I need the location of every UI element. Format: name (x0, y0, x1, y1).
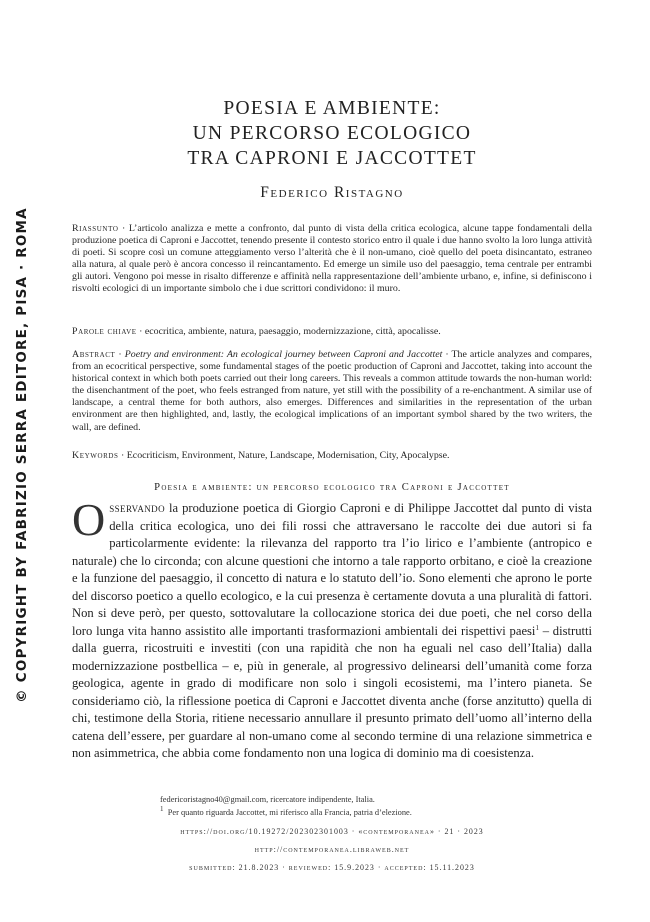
body-first-words: sservando (109, 501, 165, 515)
keywords-text: · Ecocriticism, Environment, Nature, Landscape, Modernisation, City, Apocalypse. (118, 450, 450, 461)
body-paragraph (72, 494, 592, 763)
title-line-2: UN PERCORSO ECOLOGICO (192, 123, 472, 144)
footnote-1 (160, 804, 580, 820)
parole-chiave-label: Parole chiave (72, 326, 137, 337)
side-copyright (0, 207, 44, 703)
doi-line: https://doi.org/10.19272/202302301003 · «contemporanea» · 21 · 2023 (180, 827, 484, 836)
body-text-part-1: la produzione poetica di Giorgio Caproni e di Philippe Jaccottet dal punto di vista della critica ecologica, uno dei fili rossi che attraversano le raccolte dei due autori si fa particolarmente evidente: la rilevanza del rapporto tra l’io lirico e l’ambiente (antropico e naturale) che lo circonda; con alcune questioni che intorno a tale rapporto orbitano, e cioè la creazione e la funzione del paesaggio, il concetto di natura e lo statuto dell’io. Sono elementi che aprono le porte del discorso poetico a quello ecologico, e la cui presenza è certamente dovuta a una pluralità di fattori. Non si deve però, per questo, sottovalutare la collocazione storica dei due poeti, che nel corso della loro lunga vita hanno assistito alle importanti trasformazioni ambientali dei rispettivi paesi (72, 501, 592, 638)
riassunto-label: Riassunto (72, 223, 119, 234)
parole-chiave-block (72, 326, 592, 338)
abstract-subtitle: Poetry and environment: An ecological journey between Caproni and Jaccottet (124, 349, 443, 360)
title-line-3: TRA CAPRONI E JACCOTTET (187, 148, 477, 169)
footnote-number: 1 (160, 804, 164, 813)
drop-cap: O (72, 494, 106, 545)
abstract-label: Abstract (72, 349, 116, 360)
notes-block (160, 794, 580, 819)
author-name: Federico Ristagno (260, 184, 404, 201)
riassunto-block (72, 223, 592, 296)
dates-line: submitted: 21.8.2023 · reviewed: 15.9.2023 · accepted: 15.11.2023 (189, 863, 475, 872)
url-line: http://contemporanea.libraweb.net (254, 845, 410, 854)
footnote-ref: 1 (535, 623, 539, 632)
parole-chiave-text: · ecocritica, ambiente, natura, paesaggio, modernizzazione, città, apocalisse. (136, 326, 441, 337)
copyright-text: © COPYRIGHT BY FABRIZIO SERRA EDITORE, PISA · ROMA (14, 207, 30, 703)
keywords-block (72, 450, 592, 462)
abstract-text: · The article analyzes and compares, from an ecocritical perspective, some fundamental stages of the poetic production of Caproni and Jaccottet, taking into account the historical context in which both poets carried out their long careers. This reveals a common attitude towards the non-human world: the disenchantment of the poet, who feels estranged from nature, yet still with the possibility of a re-enchantment. A similar use of landscape, a central theme for both authors, also emerges. Differences and similarities in the representation of the urban environment are then highlighted, and, lastly, the ecological implications of an important symbol shared by the two writers, the wall, are defined. (72, 349, 592, 433)
riassunto-text: · L’articolo analizza e mette a confronto, dal punto di vista della critica ecologica, alcune tappe fondamentali della produzione poetica di Caproni e Jaccottet, tenendo presente il contesto storico entro il quale i due hanno svolto la loro lunga attività di poeti. Si scopre così un comune atteggiamento verso l’alterità che è il non-umano, cioè quello del poeta disincantato, estraneo alla natura, al quale però è ancora concesso il reincantamento. Ed emerge un simile uso del paesaggio, tema centrale per entrambi gli autori. Vengono poi messe in risalto differenze e affinità nella rappresentazione dell’ambiente urbano, e, infine, si definiscono i risvolti ecologici di un importante simbolo che i due scrittori condividono: il muro. (72, 223, 592, 295)
body-text-part-2: – distrutti dalla guerra, ricostruiti e investiti (con una rapidità che non ha eguali nel caso dell’Italia) dalla modernizzazione postbellica – e, più in generale, al progressivo delinearsi dell’umanità come forza geologica, agente in grado di modificare non solo i singoli ecosistemi, ma l’intero pianeta. Se consideriamo ciò, la riflessione poetica di Caproni e Jaccottet diventa anche (forse anzitutto) quella di chi, testimone della Storia, ritiene necessario annullare il presunto primato dell’uomo all’interno della catena dell’essere, per guardare al non-umano come al secondo termine di una relazione simmetrica e non asimmetrica, che abbia come fondamento non una logica di dominio ma di coesistenza. (72, 623, 592, 760)
author-note: federicoristagno40@gmail.com, ricercatore indipendente, Italia. (160, 795, 375, 804)
title-line-1: POESIA E AMBIENTE: (223, 98, 441, 119)
footnote-text: Per quanto riguarda Jaccottet, mi riferisco alla Francia, patria d’elezione. (167, 807, 412, 817)
section-heading: Poesia e ambiente: un percorso ecologico tra Caproni e Jaccottet (154, 482, 510, 493)
article-title (72, 96, 592, 171)
keywords-label: Keywords (72, 450, 119, 461)
abstract-block: Abstract · Poetry and environment: An ecological journey between Caproni and Jaccottet · The article analyzes and compares, from an ecocritical perspective, some fundamental stages of the poetic production of Caproni and Jaccottet, taking into account the historical context in which both poets carried out their long careers. This reveals a common attitude towards the non-human world: the disenchantment of the poet, who feels estranged from nature, yet still with the possibility of a re-enchantment. A similar use of landscape, a central theme for both authors, also emerges. Differences and similarities in the representation of the urban environment are then highlighted, and, lastly, the ecological implications of an important symbol shared by the two writers, the wall, are defined. (72, 349, 592, 433)
